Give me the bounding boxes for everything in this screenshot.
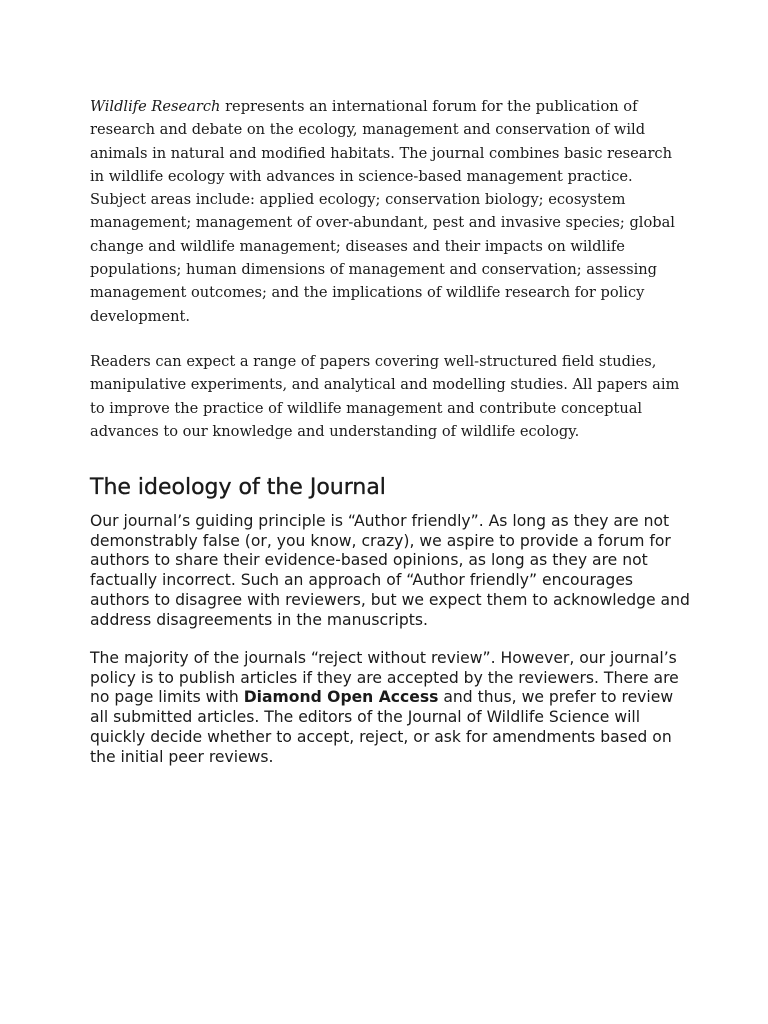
- journal-name: Wildlife Research: [90, 98, 221, 115]
- policy-text-end: and thus, we prefer to review all submitted articles. The editors of the Journal of Wildlife Science will quickly decide whether to accept, reject, or ask for amendments based on the initial peer reviews.: [90, 688, 674, 766]
- readers-paragraph: Readers can expect a range of papers covering well-structured field studies, manipulative experiments, and analytical and modelling studies. All papers aim to improve the practice of wildlife management and contribute conceptual advances to our knowledge and understanding of wildlife ecology.: [90, 353, 680, 440]
- diamond-open-access: Diamond Open Access: [243, 688, 439, 707]
- policy-paragraph: [90, 649, 690, 767]
- ideology-paragraph: Our journal’s guiding principle is “Author friendly”. As long as they are not demonstrably false (or, you know, crazy), we aspire to provide a forum for authors to share their evidence-based opinions, as long as they are not factually incorrect. Such an approach of “Author friendly” encourages authors to disagree with reviewers, but we expect them to acknowledge and address disagreements in the manuscripts.: [90, 512, 690, 629]
- section-heading: The ideology of the Journal: [90, 475, 386, 500]
- policy-text-start: The majority of the journals “reject without review”. However, our journal’s policy is to publish articles if they are accepted by the reviewers. There are no page limits with: [90, 649, 679, 707]
- intro-paragraph: [90, 95, 680, 328]
- intro-text: represents an international forum for the publication of research and debate on the ecology, management and conservation of wild animals in natural and modified habitats. The journal combines basic research in wildlife ecology with advances in science-based management practice. Subject areas include: applied ecology; conservation biology; ecosystem management; management of over-abundant, pest and invasive species; global change and wildlife management; diseases and their impacts on wildlife populations; human dimensions of management and conservation; assessing management outcomes; and the implications of wildlife research for policy development.: [90, 98, 675, 325]
